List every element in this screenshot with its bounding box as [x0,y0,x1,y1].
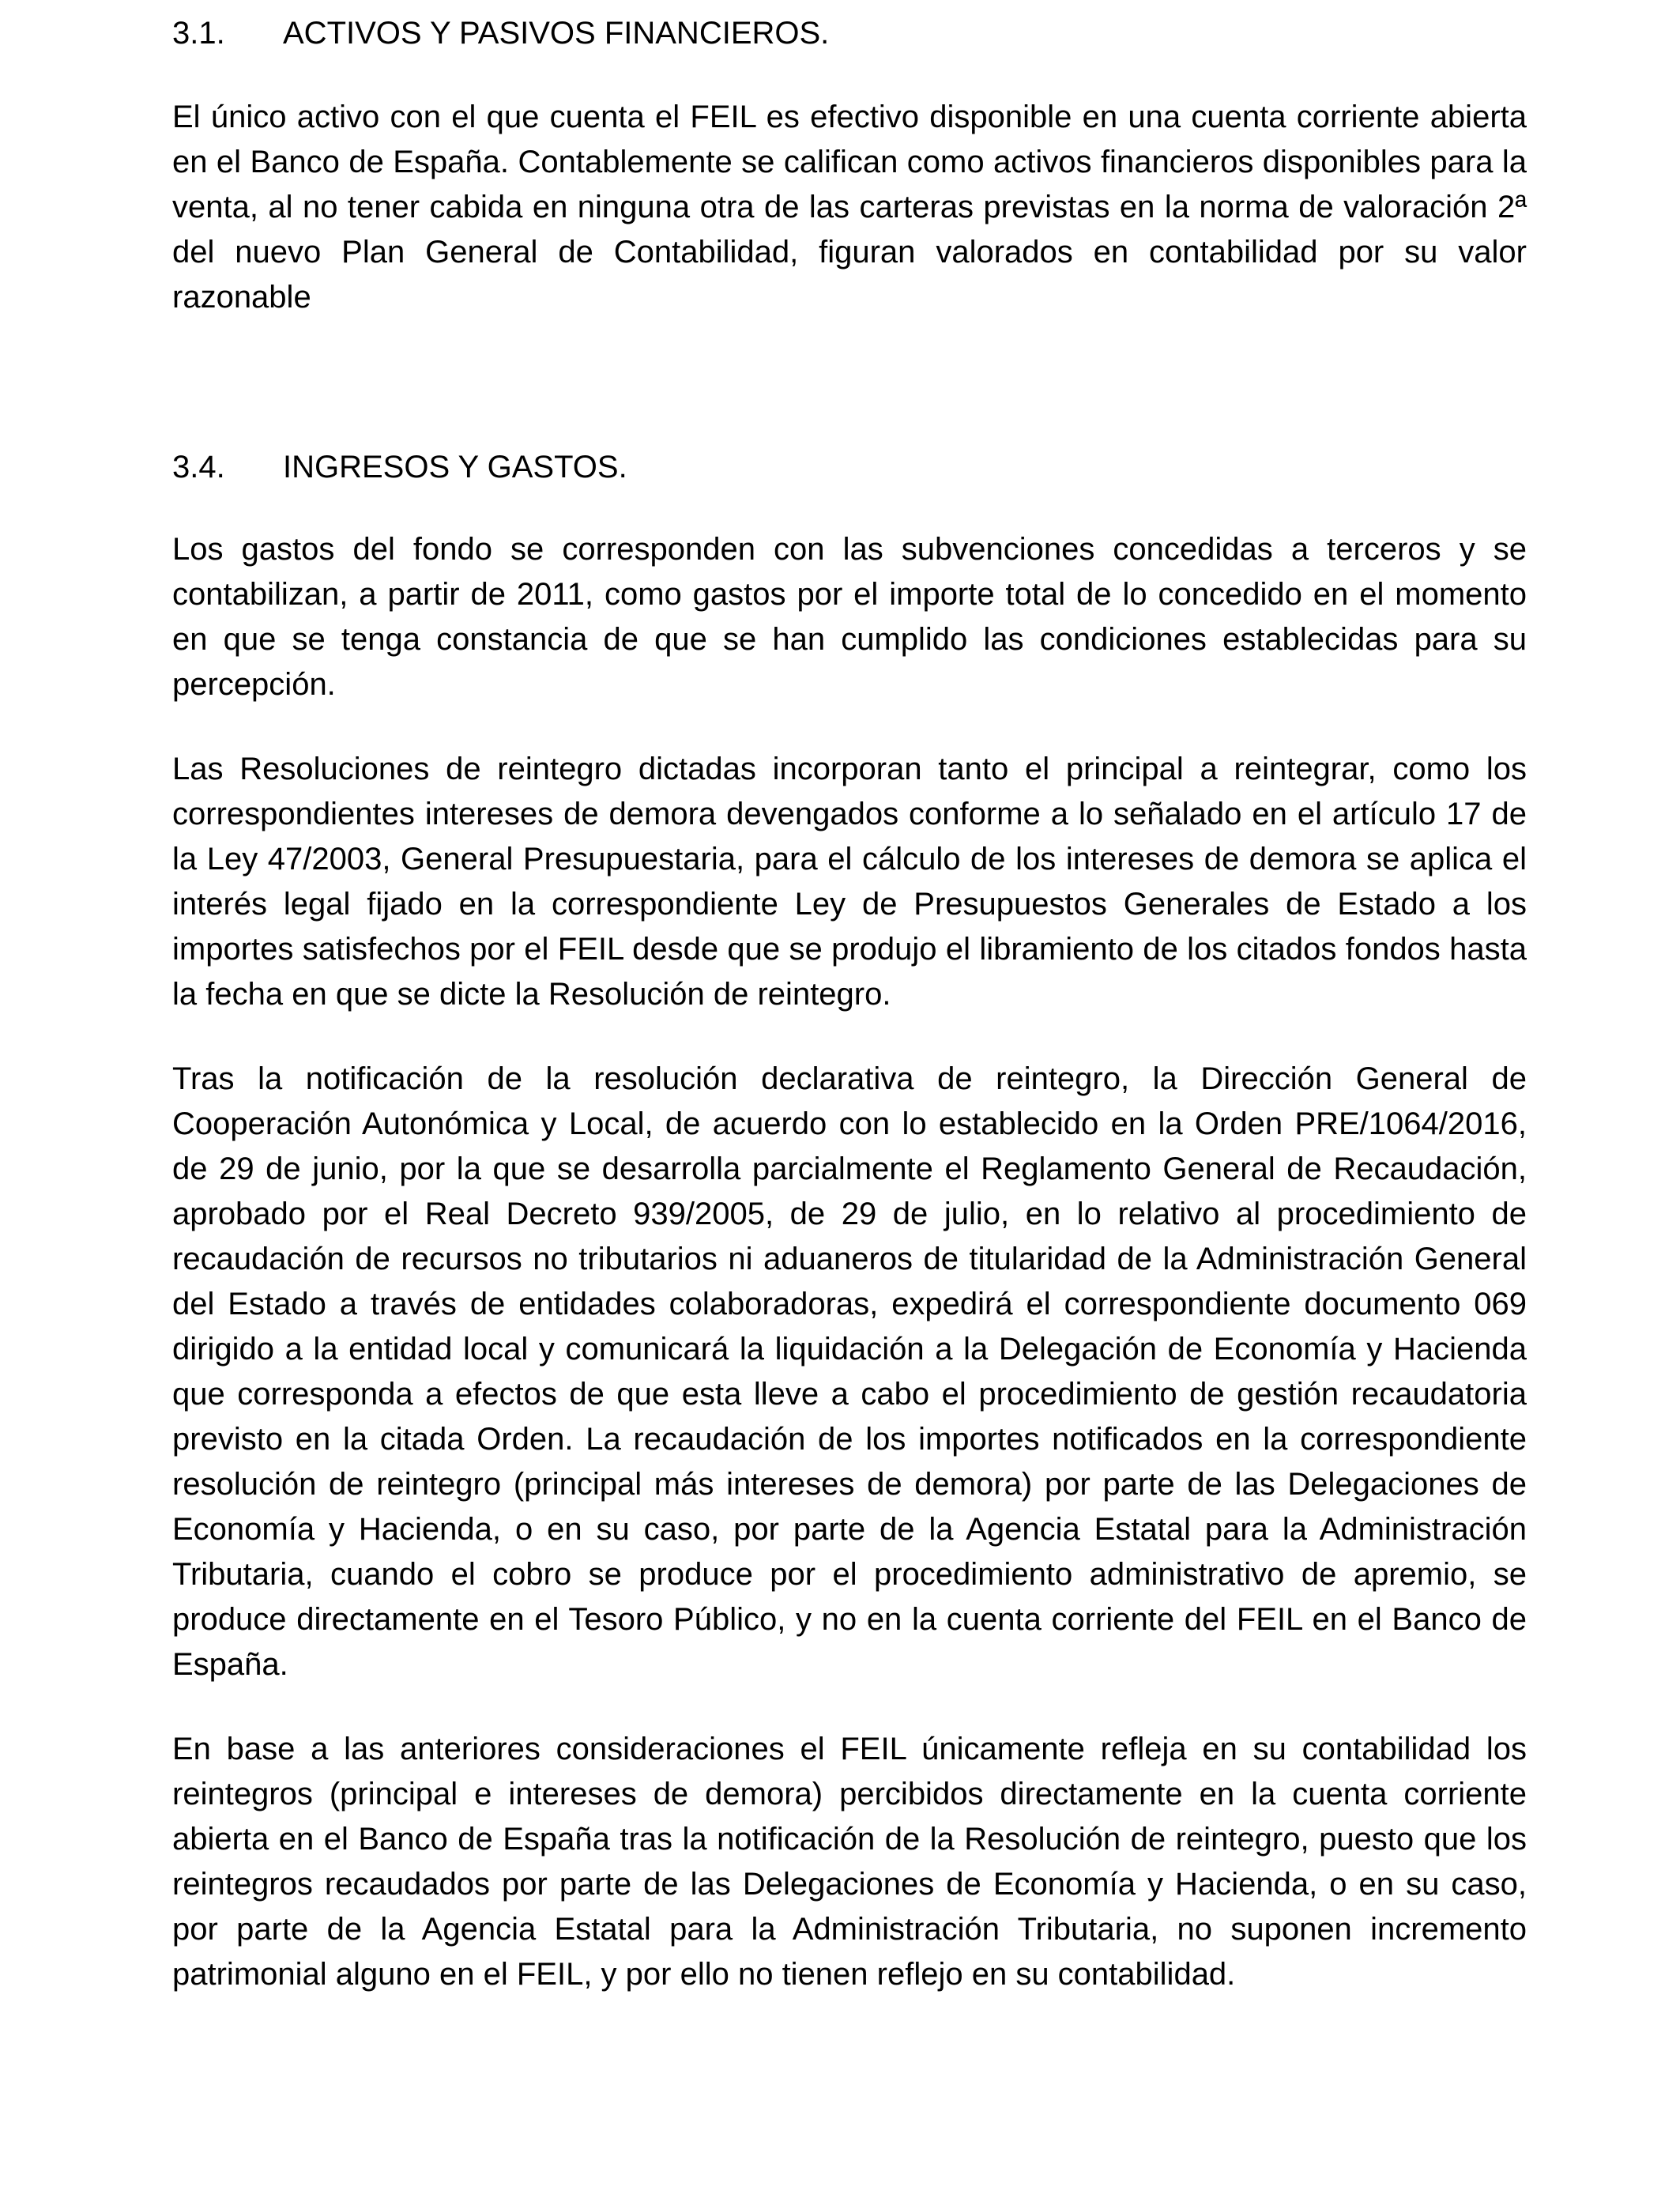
section-number: 3.4. [172,450,225,484]
paragraph-activos: El único activo con el que cuenta el FEIL es efectivo disponible en una cuenta corriente abierta en el Banco de España. Contablemente se califican como activos financieros disponibles para la venta, al no tener cabida en ninguna otra de las carteras previstas en la norma de valoración 2ª del nuevo Plan General de Contabilidad, figuran valorados en contabilidad por su valor razonable [172,100,1527,315]
paragraph-resoluciones-reintegro: Las Resoluciones de reintegro dictadas incorporan tanto el principal a reintegrar, como los correspondientes intereses de demora devengados conforme a lo señalado en el artículo 17 de la Ley 47/2003, General Presupuestaria, para el cálculo de los intereses de demora se aplica el interés legal fijado en la correspondiente Ley de Presupuestos Generales de Estado a los importes satisfechos por el FEIL desde que se produjo el libramiento de los citados fondos hasta la fecha en que se dicte la Resolución de reintegro. [172,752,1527,1012]
paragraph-gastos: Los gastos del fondo se corresponden con las subvenciones concedidas a terceros y se contabilizan, a partir de 2011, como gastos por el importe total de lo concedido en el momento en que se tenga constancia de que se han cumplido las condiciones establecidas para su percepción. [172,532,1527,702]
paragraph-consideraciones: En base a las anteriores consideraciones el FEIL únicamente refleja en su contabilidad los reintegros (principal e intereses de demora) percibidos directamente en la cuenta corriente abierta en el Banco de España tras la notificación de la Resolución de reintegro, puesto que los reintegros recaudados por parte de las Delegaciones de Economía y Hacienda, o en su caso, por parte de la Agencia Estatal para la Administración Tributaria, no suponen incremento patrimonial alguno en el FEIL, y por ello no tienen reflejo en su contabilidad. [172,1732,1527,1992]
section-heading-ingresos [172,445,1527,489]
paragraph-notificacion-reintegro: Tras la notificación de la resolución declarativa de reintegro, la Dirección General de Cooperación Autonómica y Local, de acuerdo con lo establecido en la Orden PRE/1064/2016, de 29 de junio, por la que se desarrolla parcialmente el Reglamento General de Recaudación, aprobado por el Real Decreto 939/2005, de 29 de julio, en lo relativo al procedimiento de recaudación de recursos no tributarios ni aduaneros de titularidad de la Administración General del Estado a través de entidades colaboradoras, expedirá el correspondiente documento 069 dirigido a la entidad local y comunicará la liquidación a la Delegación de Economía y Hacienda que corresponda a efectos de que esta lleve a cabo el procedimiento de gestión recaudatoria previsto en la citada Orden. La recaudación de los importes notificados en la correspondiente resolución de reintegro (principal más intereses de demora) por parte de las Delegaciones de Economía y Hacienda, o en su caso, por parte de la Agencia Estatal para la Administración Tributaria, cuando el cobro se produce por el procedimiento administrativo de apremio, se produce directamente en el Tesoro Público, y no en la cuenta corriente del FEIL en el Banco de España. [172,1061,1527,1682]
section-number: 3.1. [172,16,225,51]
section-title: ACTIVOS Y PASIVOS FINANCIEROS. [283,16,830,51]
section-heading-activos [172,11,1527,55]
document-page [172,11,1527,1997]
section-title: INGRESOS Y GASTOS. [283,450,627,484]
